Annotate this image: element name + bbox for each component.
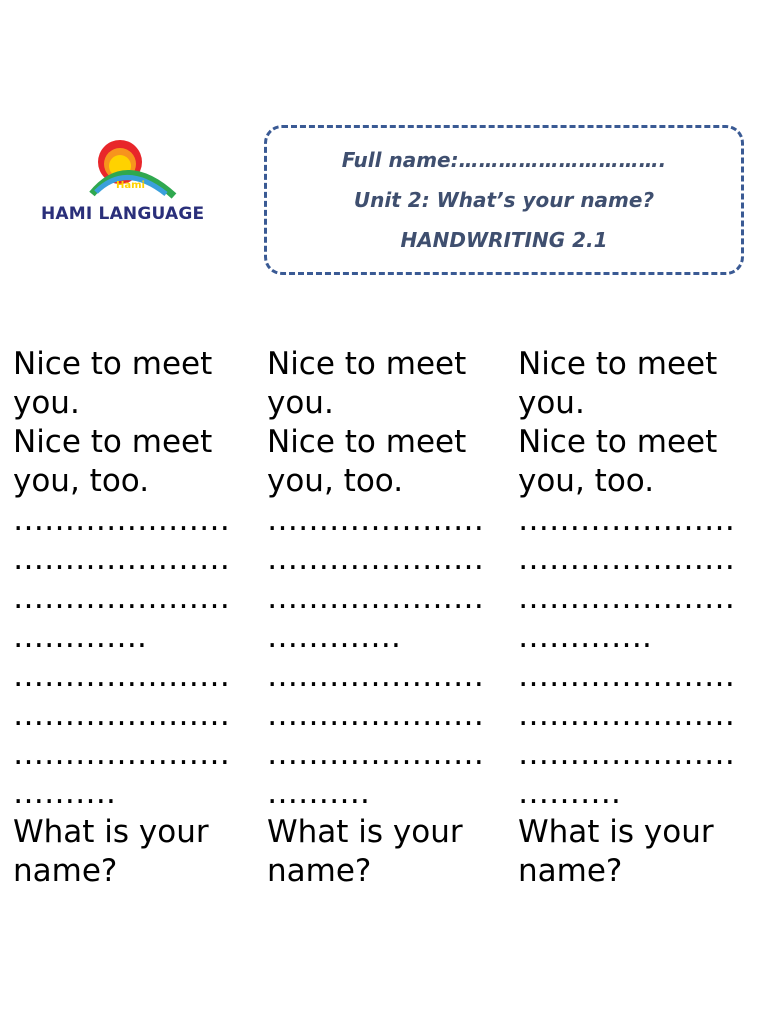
writing-dots-line[interactable]: ………………… [518, 658, 735, 694]
practice-line: name? [267, 853, 372, 889]
worksheet-header-box [264, 125, 744, 275]
writing-dots-line[interactable]: ………. [13, 775, 116, 811]
practice-column-3 [518, 345, 768, 891]
writing-dots-line[interactable]: ………………… [13, 541, 230, 577]
practice-line: Nice to meet [518, 346, 718, 382]
practice-line: you. [267, 385, 334, 421]
writing-dots-line[interactable]: ………………… [518, 580, 735, 616]
writing-dots-line[interactable]: …………. [13, 619, 147, 655]
practice-line: Nice to meet [13, 346, 213, 382]
practice-line: you, too. [267, 463, 404, 499]
practice-line: What is your [13, 814, 209, 850]
practice-line: you. [518, 385, 585, 421]
practice-line: What is your [267, 814, 463, 850]
writing-dots-line[interactable]: ………………… [267, 502, 484, 538]
writing-dots-line[interactable]: ………………… [518, 502, 735, 538]
writing-dots-line[interactable]: ………………… [13, 580, 230, 616]
writing-dots-line[interactable]: ………………… [267, 580, 484, 616]
writing-dots-line[interactable]: ………………… [13, 658, 230, 694]
writing-dots-line[interactable]: ………………… [267, 697, 484, 733]
writing-dots-line[interactable]: ………………… [267, 658, 484, 694]
writing-dots-line[interactable]: ………………… [267, 736, 484, 772]
practice-line: name? [518, 853, 623, 889]
writing-dots-line[interactable]: ………………… [518, 541, 735, 577]
writing-dots-line[interactable]: ………. [267, 775, 370, 811]
worksheet-title: HANDWRITING 2.1 [400, 228, 608, 252]
rainbow-sun-logo-icon [86, 138, 182, 202]
full-name-field[interactable]: Full name:…………………………. [341, 148, 667, 172]
practice-line: you. [13, 385, 80, 421]
practice-line: Nice to meet [267, 346, 467, 382]
practice-column-1 [13, 345, 263, 891]
writing-dots-line[interactable]: ………………… [267, 541, 484, 577]
hami-language-logo [38, 138, 228, 230]
practice-column-2 [267, 345, 517, 891]
writing-dots-line[interactable]: …………. [518, 619, 652, 655]
practice-line: you, too. [518, 463, 655, 499]
writing-dots-line[interactable]: ………………… [518, 736, 735, 772]
practice-line: Nice to meet [13, 424, 213, 460]
practice-line: name? [13, 853, 118, 889]
logo-small-text: Hami [116, 180, 145, 191]
logo-brand-text: HAMI LANGUAGE [41, 204, 205, 224]
writing-dots-line[interactable]: ………………… [518, 697, 735, 733]
practice-line: you, too. [13, 463, 150, 499]
writing-dots-line[interactable]: ………………… [13, 736, 230, 772]
writing-dots-line[interactable]: ………………… [13, 697, 230, 733]
unit-title: Unit 2: What’s your name? [353, 188, 655, 212]
practice-line: Nice to meet [518, 424, 718, 460]
practice-line: What is your [518, 814, 714, 850]
practice-line: Nice to meet [267, 424, 467, 460]
writing-dots-line[interactable]: ………. [518, 775, 621, 811]
writing-dots-line[interactable]: …………. [267, 619, 401, 655]
writing-dots-line[interactable]: ………………… [13, 502, 230, 538]
